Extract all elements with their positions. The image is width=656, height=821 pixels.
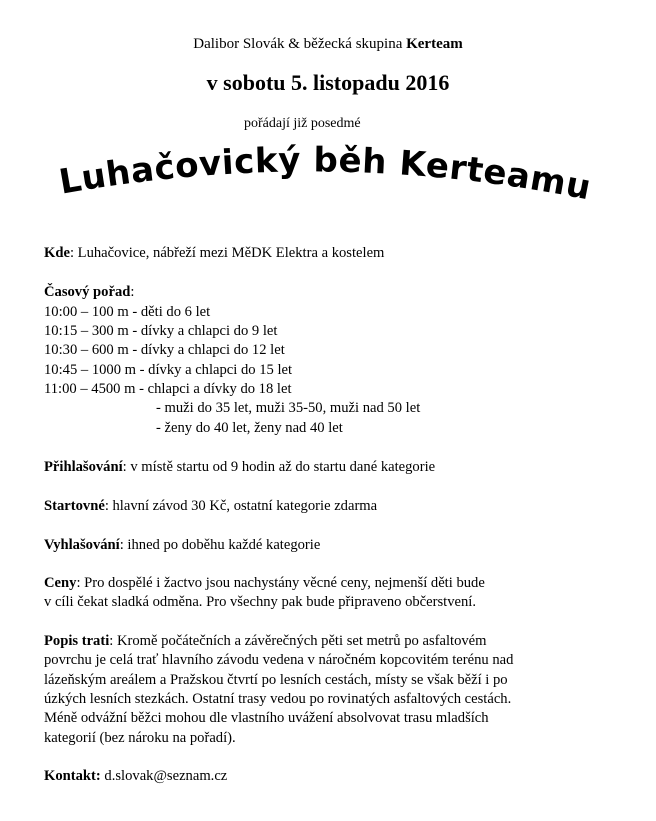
event-subtitle: pořádají již posedmé	[244, 116, 361, 131]
event-title: Luhačovický běh Kerteamu	[56, 140, 595, 209]
track-line: lázeňským areálem a Pražskou čtvrtí po lesních cestách, místy se však běží i po	[44, 672, 508, 688]
registration-row	[44, 458, 435, 478]
track-line: Méně odvážní běžci mohou dle vlastního uvážení absolvovat trasu mladších	[44, 710, 489, 726]
track-line: kategorií (bez nároku na pořadí).	[44, 730, 236, 746]
fee-text: : hlavní závod 30 Kč, ostatní kategorie zdarma	[104, 498, 378, 514]
schedule-line: 10:00 – 100 m - děti do 6 let	[44, 304, 211, 320]
schedule-line: 10:30 – 600 m - dívky a chlapci do 12 let	[44, 342, 285, 358]
organizers-line	[0, 36, 656, 53]
track-line: povrchu je celá trať hlavního závodu vedena v náročném kopcovitém terénu nad	[44, 652, 514, 668]
contact-label: Kontakt:	[44, 768, 101, 784]
location-label: Kde	[44, 245, 70, 261]
ceremony-row	[44, 536, 320, 556]
svg-text:Luhačovický běh Kerteamu	[56, 140, 594, 208]
schedule-line: - ženy do 40 let, ženy nad 40 let	[156, 420, 343, 436]
event-title-wordart	[0, 130, 656, 220]
event-date: v sobotu 5. listopadu 2016	[206, 70, 450, 95]
ceremony-label: Vyhlašování	[44, 537, 120, 553]
prizes-label: Ceny	[44, 575, 77, 591]
organizers-team: Kerteam	[406, 36, 463, 52]
schedule-line: 10:15 – 300 m - dívky a chlapci do 9 let	[44, 323, 278, 339]
schedule-line: - muži do 35 let, muži 35-50, muži nad 50 let	[156, 400, 421, 416]
track-text: : Kromě počátečních a závěrečných pěti set metrů po asfaltovém	[109, 633, 487, 649]
track-line: úzkých lesních stezkách. Ostatní trasy vedou po rovinatých asfaltových cestách.	[44, 691, 512, 707]
registration-label: Přihlašování	[44, 459, 123, 475]
organizers-prefix: Dalibor Slovák & běžecká skupina	[193, 36, 403, 52]
schedule-line: 11:00 – 4500 m - chlapci a dívky do 18 let	[44, 381, 292, 397]
contact-row	[44, 767, 227, 787]
ceremony-text: : ihned po doběhu každé kategorie	[119, 537, 321, 553]
fee-label: Startovné	[44, 498, 105, 514]
location-row	[44, 244, 384, 264]
track-label: Popis trati	[44, 633, 110, 649]
schedule-heading: Časový pořad:	[44, 284, 135, 300]
prizes-line: v cíli čekat sladká odměna. Pro všechny pak bude připraveno občerstvení.	[44, 594, 476, 610]
contact-email[interactable]: d.slovak@seznam.cz	[104, 768, 228, 784]
schedule-label: Časový pořad	[44, 284, 131, 300]
registration-text: : v místě startu od 9 hodin až do startu dané kategorie	[122, 459, 436, 475]
location-text: : Luhačovice, nábřeží mezi MěDK Elektra a kostelem	[69, 245, 385, 261]
prizes-row	[44, 574, 485, 594]
schedule-line: 10:45 – 1000 m - dívky a chlapci do 15 let	[44, 362, 293, 378]
fee-row	[44, 497, 377, 517]
track-row	[44, 632, 487, 652]
prizes-text: : Pro dospělé i žactvo jsou nachystány věcné ceny, nejmenší děti bude	[76, 575, 485, 591]
